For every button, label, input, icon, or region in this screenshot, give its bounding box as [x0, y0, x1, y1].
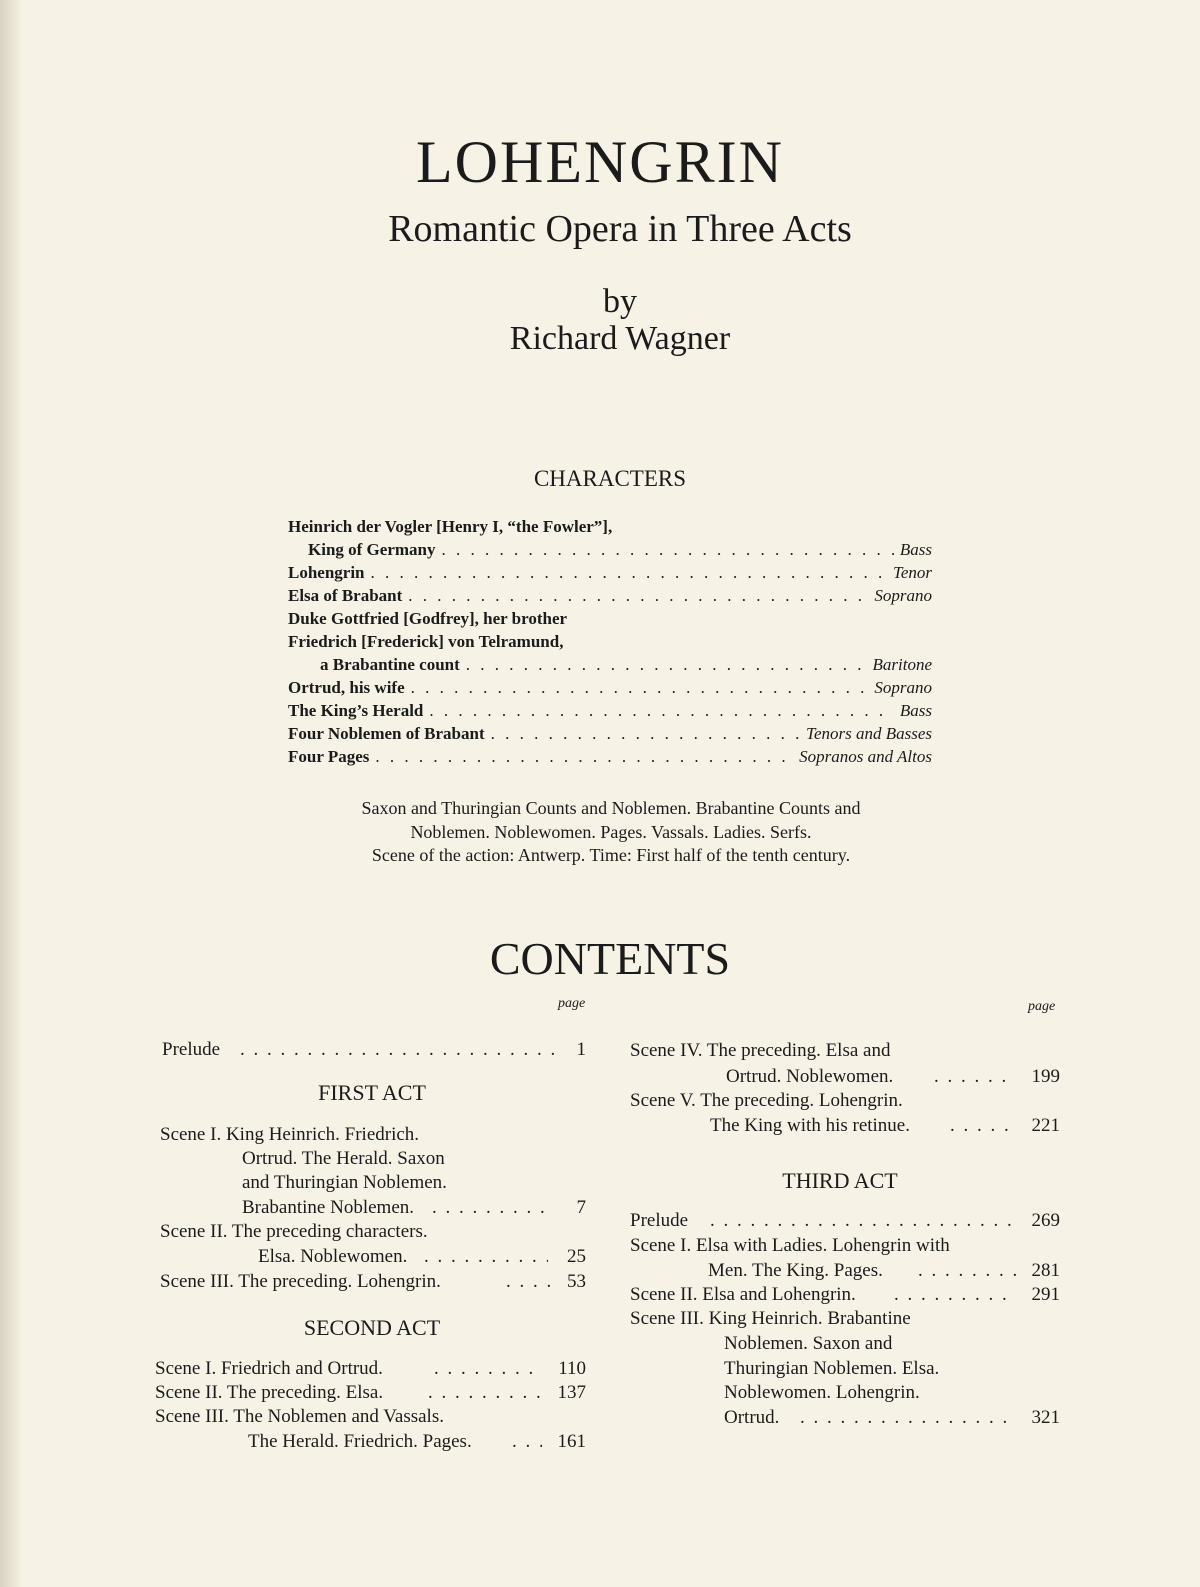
- contents-entry: [628, 1260, 1060, 1286]
- voice-type: Tenor: [892, 563, 932, 582]
- page-column-label: page: [558, 996, 586, 1011]
- entry-page: 7: [573, 1197, 587, 1219]
- entry-line: Scene V. The preceding. Lohengrin.: [630, 1090, 903, 1111]
- entry-page: 25: [563, 1246, 586, 1268]
- character-name: Four Noblemen of Brabant: [288, 724, 485, 743]
- entry-line: Ortrud. Noblewomen.: [726, 1066, 894, 1087]
- by-line: by: [603, 283, 637, 320]
- contents-entry: [158, 1246, 586, 1272]
- character-row: [288, 540, 932, 563]
- entry-line: Noblemen. Saxon and: [724, 1333, 893, 1354]
- entry-line: Scene I. Elsa with Ladies. Lohengrin with: [630, 1235, 950, 1256]
- entry-line: Scene IV. The preceding. Elsa and: [630, 1040, 891, 1061]
- entry-line: Scene II. The preceding. Elsa.: [155, 1382, 384, 1403]
- entry-line: Noblewomen. Lohengrin.: [724, 1382, 920, 1403]
- entry-page: 1: [573, 1039, 587, 1061]
- contents-entry: [158, 1271, 586, 1297]
- entry-page: 291: [1028, 1284, 1061, 1306]
- character-name: Heinrich der Vogler [Henry I, “the Fowler”],: [288, 517, 613, 536]
- character-name: Four Pages: [288, 747, 370, 766]
- character-row: [288, 517, 932, 540]
- contents-entry: [628, 1284, 1060, 1310]
- entry-page: 110: [554, 1358, 586, 1380]
- characters-list: [288, 517, 932, 770]
- entry-page: 321: [1028, 1407, 1061, 1429]
- voice-type: Sopranos and Altos: [799, 747, 932, 766]
- act-heading: SECOND ACT: [303, 1315, 441, 1340]
- contents-entry: [155, 1382, 586, 1408]
- voice-type: Bass: [899, 540, 932, 559]
- contents-entry: [155, 1358, 586, 1384]
- character-name: Ortrud, his wife: [288, 678, 405, 697]
- character-name: Duke Gottfried [Godfrey], her brother: [288, 609, 568, 628]
- voice-type: Soprano: [874, 678, 932, 697]
- entry-line: and Thuringian Noblemen.: [242, 1172, 447, 1193]
- entry-line: Scene II. The preceding characters.: [160, 1221, 428, 1242]
- character-name: Friedrich [Frederick] von Telramund,: [288, 632, 564, 651]
- character-row: [288, 724, 932, 747]
- entry-page: 137: [554, 1382, 587, 1404]
- character-name: King of Germany: [308, 540, 436, 559]
- entry-page: 281: [1028, 1260, 1061, 1282]
- entry-line: Brabantine Noblemen.: [242, 1197, 415, 1218]
- character-row: [288, 747, 932, 770]
- character-row: [288, 632, 932, 655]
- act-heading: FIRST ACT: [318, 1080, 426, 1105]
- character-row: [288, 609, 932, 632]
- character-row: [288, 701, 932, 724]
- voice-type: Soprano: [874, 586, 932, 605]
- page-column-label: page: [1028, 999, 1056, 1014]
- contents-entry: [628, 1210, 1060, 1236]
- entry-line: The King with his retinue.: [710, 1115, 910, 1136]
- entry-line: Ortrud. The Herald. Saxon: [242, 1148, 445, 1169]
- entry-line: Scene II. Elsa and Lohengrin.: [630, 1284, 856, 1305]
- characters-heading: CHARACTERS: [533, 466, 687, 491]
- entry-line: Thuringian Noblemen. Elsa.: [724, 1358, 940, 1379]
- act-heading: THIRD ACT: [782, 1168, 898, 1193]
- entry-line: Scene I. King Heinrich. Friedrich.: [160, 1124, 420, 1145]
- voice-type: Baritone: [872, 655, 932, 674]
- entry-line: Scene III. The preceding. Lohengrin.: [160, 1271, 441, 1292]
- character-row: [288, 586, 932, 609]
- entry-title: Prelude: [162, 1039, 221, 1060]
- contents-left-column: [155, 1036, 586, 1456]
- ensemble-note: Noblemen. Noblewomen. Pages. Vassals. Ladies. Serfs.: [410, 822, 812, 842]
- character-name: Lohengrin: [288, 563, 365, 582]
- voice-type: Tenors and Basses: [806, 724, 932, 743]
- contents-entry: [628, 1066, 1060, 1092]
- character-row: [288, 563, 932, 586]
- entry-line: Scene I. Friedrich and Ortrud.: [155, 1358, 383, 1379]
- ensemble-note: Saxon and Thuringian Counts and Noblemen. Brabantine Counts and: [361, 798, 861, 818]
- entry-page: 53: [563, 1271, 586, 1293]
- entry-line: Scene III. The Noblemen and Vassals.: [155, 1406, 444, 1427]
- composer-name: Richard Wagner: [509, 320, 731, 357]
- entry-line: Men. The King. Pages.: [708, 1260, 883, 1281]
- entry-line: Scene III. King Heinrich. Brabantine: [630, 1308, 911, 1329]
- opera-subtitle: Romantic Opera in Three Acts: [388, 208, 852, 250]
- entry-page: 161: [554, 1431, 587, 1453]
- contents-entry: [158, 1197, 586, 1223]
- opera-title: LOHENGRIN: [416, 129, 784, 195]
- entry-title: Prelude: [630, 1210, 689, 1231]
- contents-entry: [628, 1407, 1060, 1433]
- entry-page: 269: [1028, 1210, 1061, 1232]
- contents-right-column: [628, 1040, 1060, 1440]
- entry-page: 199: [1028, 1066, 1061, 1088]
- contents-entry: [628, 1115, 1060, 1141]
- character-name: The King’s Herald: [288, 701, 424, 720]
- entry-line: Elsa. Noblewomen.: [258, 1246, 408, 1267]
- contents-heading: CONTENTS: [489, 933, 731, 984]
- entry-page: 221: [1028, 1115, 1061, 1137]
- entry-line: Ortrud.: [724, 1407, 780, 1428]
- voice-type: Bass: [899, 701, 932, 720]
- entry-line: The Herald. Friedrich. Pages.: [248, 1431, 472, 1452]
- character-name: a Brabantine count: [320, 655, 460, 674]
- setting-note: Scene of the action: Antwerp. Time: First half of the tenth century.: [371, 845, 851, 865]
- contents-entry: [158, 1039, 586, 1065]
- character-name: Elsa of Brabant: [288, 586, 403, 605]
- character-row: [288, 678, 932, 701]
- character-row: [288, 655, 932, 678]
- contents-entry: [158, 1431, 586, 1457]
